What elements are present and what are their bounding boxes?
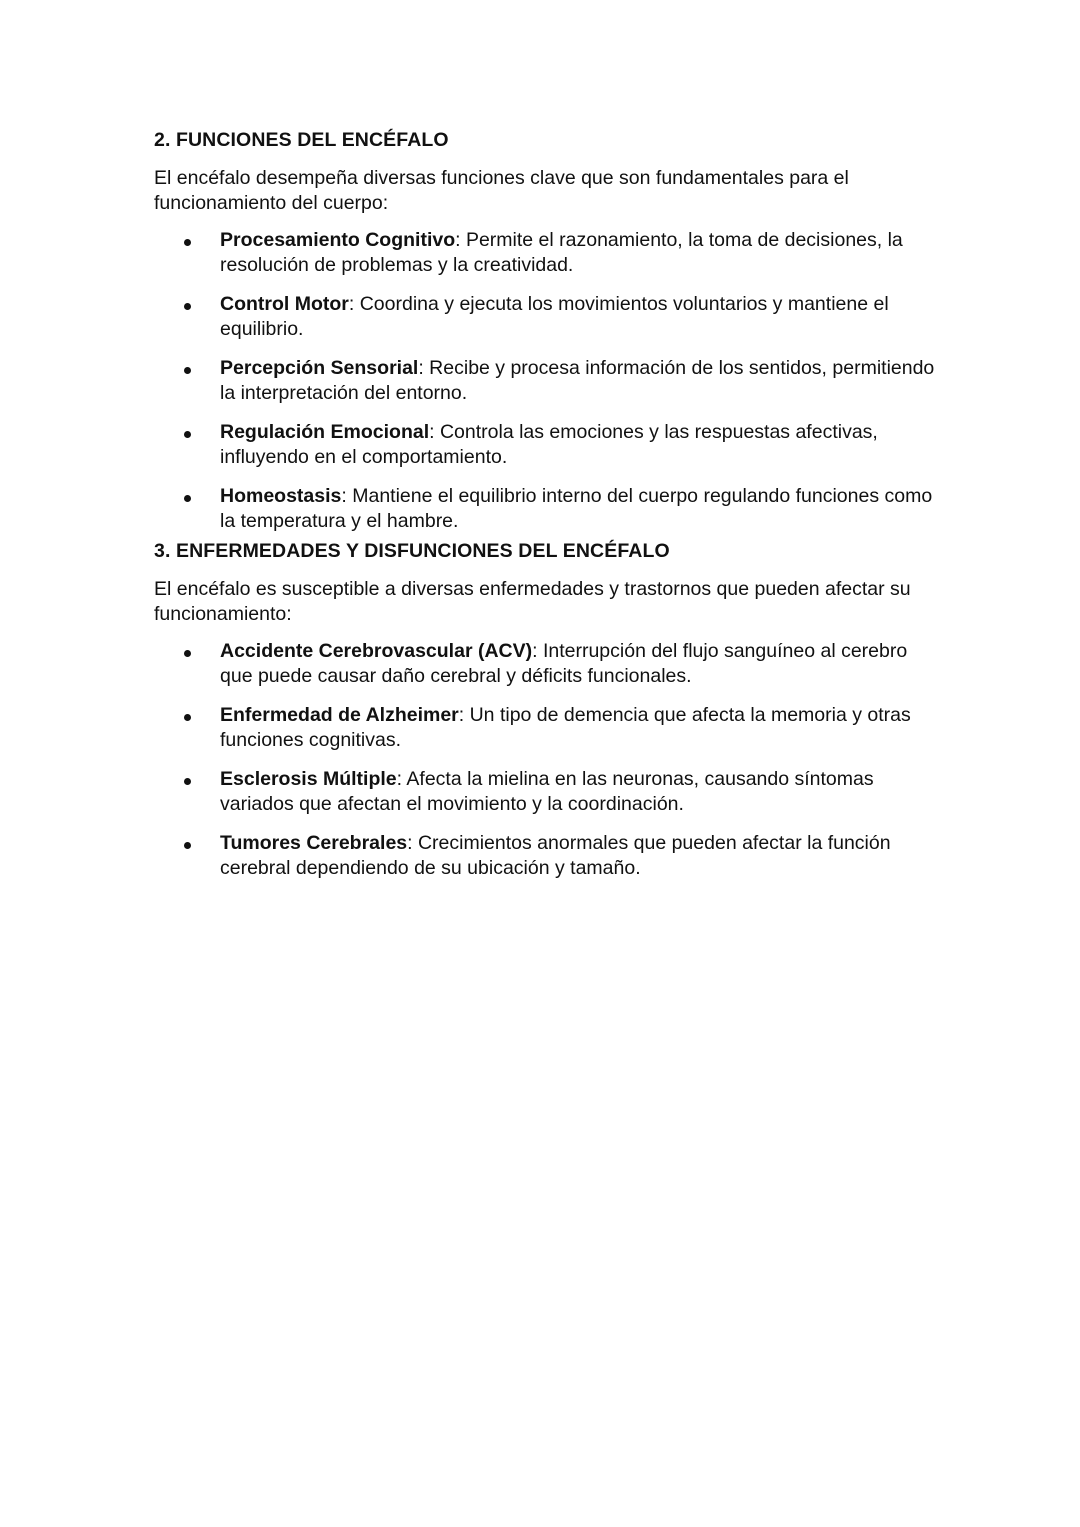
bullet-icon [184, 714, 191, 721]
list-item [154, 767, 944, 817]
document-content [154, 127, 944, 885]
list-item [154, 484, 944, 534]
list-item [154, 639, 944, 689]
item-term: Control Motor [220, 293, 349, 315]
bullet-icon [184, 842, 191, 849]
item-description: : Permite el razonamiento, la toma de decisiones, la resolución de problemas y la creatividad. [220, 229, 903, 276]
item-term: Percepción Sensorial [220, 357, 419, 379]
list-item [154, 292, 944, 342]
bullet-list [154, 228, 944, 534]
section-intro: El encéfalo es susceptible a diversas enfermedades y trastornos que pueden afectar su funcionamiento: [154, 578, 911, 625]
item-term: Enfermedad de Alzheimer [220, 704, 459, 726]
item-term: Tumores Cerebrales [220, 832, 408, 854]
item-term: Homeostasis [220, 485, 342, 507]
item-description: : Controla las emociones y las respuestas afectivas, influyendo en el comportamiento. [220, 421, 878, 468]
section-title: 3. ENFERMEDADES Y DISFUNCIONES DEL ENCÉFALO [154, 540, 670, 562]
bullet-icon [184, 778, 191, 785]
section-diseases [154, 538, 944, 881]
list-item [154, 703, 944, 753]
bullet-icon [184, 650, 191, 657]
bullet-icon [184, 239, 191, 246]
bullet-icon [184, 431, 191, 438]
bullet-icon [184, 495, 191, 502]
item-description: : Crecimientos anormales que pueden afectar la función cerebral dependiendo de su ubicación y tamaño. [220, 832, 891, 879]
section-intro: El encéfalo desempeña diversas funciones clave que son fundamentales para el funcionamiento del cuerpo: [154, 167, 849, 214]
item-term: Esclerosis Múltiple [220, 768, 397, 790]
list-item [154, 356, 944, 406]
item-description: : Un tipo de demencia que afecta la memoria y otras funciones cognitivas. [220, 704, 911, 751]
item-term: Regulación Emocional [220, 421, 430, 443]
item-description: : Afecta la mielina en las neuronas, causando síntomas variados que afectan el movimiento y la coordinación. [220, 768, 874, 815]
bullet-icon [184, 367, 191, 374]
item-description: : Coordina y ejecuta los movimientos voluntarios y mantiene el equilibrio. [220, 293, 889, 340]
item-description: : Recibe y procesa información de los sentidos, permitiendo la interpretación del entorno. [220, 357, 935, 404]
item-term: Procesamiento Cognitivo [220, 229, 456, 251]
bullet-icon [184, 303, 191, 310]
item-description: : Mantiene el equilibrio interno del cuerpo regulando funciones como la temperatura y el hambre. [220, 485, 933, 532]
item-term: Accidente Cerebrovascular (ACV) [220, 640, 533, 662]
section-functions [154, 127, 944, 534]
bullet-list [154, 639, 944, 881]
list-item [154, 831, 944, 881]
list-item [154, 228, 944, 278]
section-title: 2. FUNCIONES DEL ENCÉFALO [154, 129, 449, 151]
list-item [154, 420, 944, 470]
item-description: : Interrupción del flujo sanguíneo al cerebro que puede causar daño cerebral y déficits funcionales. [220, 640, 908, 687]
